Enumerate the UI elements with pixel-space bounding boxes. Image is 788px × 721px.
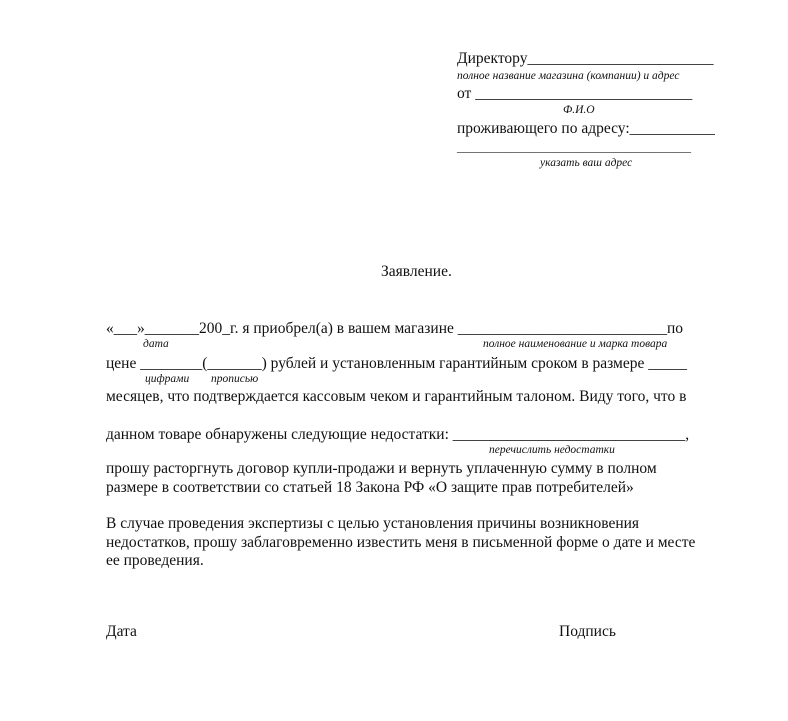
signature-label: Подпись [559, 623, 616, 640]
note-product: полное наименование и марка товара [483, 338, 668, 350]
note-words: прописью [211, 373, 259, 385]
company-note: полное название магазина (компании) и адрес [457, 70, 680, 82]
body-line-4: данном товаре обнаружены следующие недостатки: ______________________________, [106, 426, 690, 443]
note-date: дата [143, 338, 169, 350]
body-line-2: цене ________(_______) рублей и установленным гарантийным сроком в размере _____ [106, 355, 688, 372]
document-title: Заявление. [381, 263, 452, 280]
director-line: Директору________________________ [457, 50, 714, 67]
para2-line-3: ее проведения. [106, 552, 204, 569]
note-digits: цифрами [145, 373, 190, 385]
body-line-6: размере в соответствии со статьей 18 Закона РФ «О защите прав потребителей» [106, 479, 634, 496]
body-line-1: «___»_______200_г. я приобрел(а) в вашем магазине ___________________________по [106, 320, 684, 337]
para2-line-1: В случае проведения экспертизы с целью установления причины возникновения [106, 515, 640, 532]
address-blank: _______________________________________ [457, 140, 691, 154]
address-note: указать ваш адрес [540, 157, 633, 169]
date-label: Дата [106, 623, 137, 640]
para2-line-2: недостатков, прошу заблаговременно известить меня в письменной форме о дате и месте [106, 534, 696, 551]
body-line-3: месяцев, что подтверждается кассовым чеком и гарантийным талоном. Виду того, что в [106, 388, 687, 405]
from-line: от ____________________________ [457, 85, 693, 102]
note-defects: перечислить недостатки [489, 444, 615, 456]
fio-note: Ф.И.О [563, 104, 595, 116]
body-line-5: прошу расторгнуть договор купли-продажи и вернуть уплаченную сумму в полном [106, 460, 657, 477]
address-line: проживающего по адресу:___________ [457, 120, 715, 137]
